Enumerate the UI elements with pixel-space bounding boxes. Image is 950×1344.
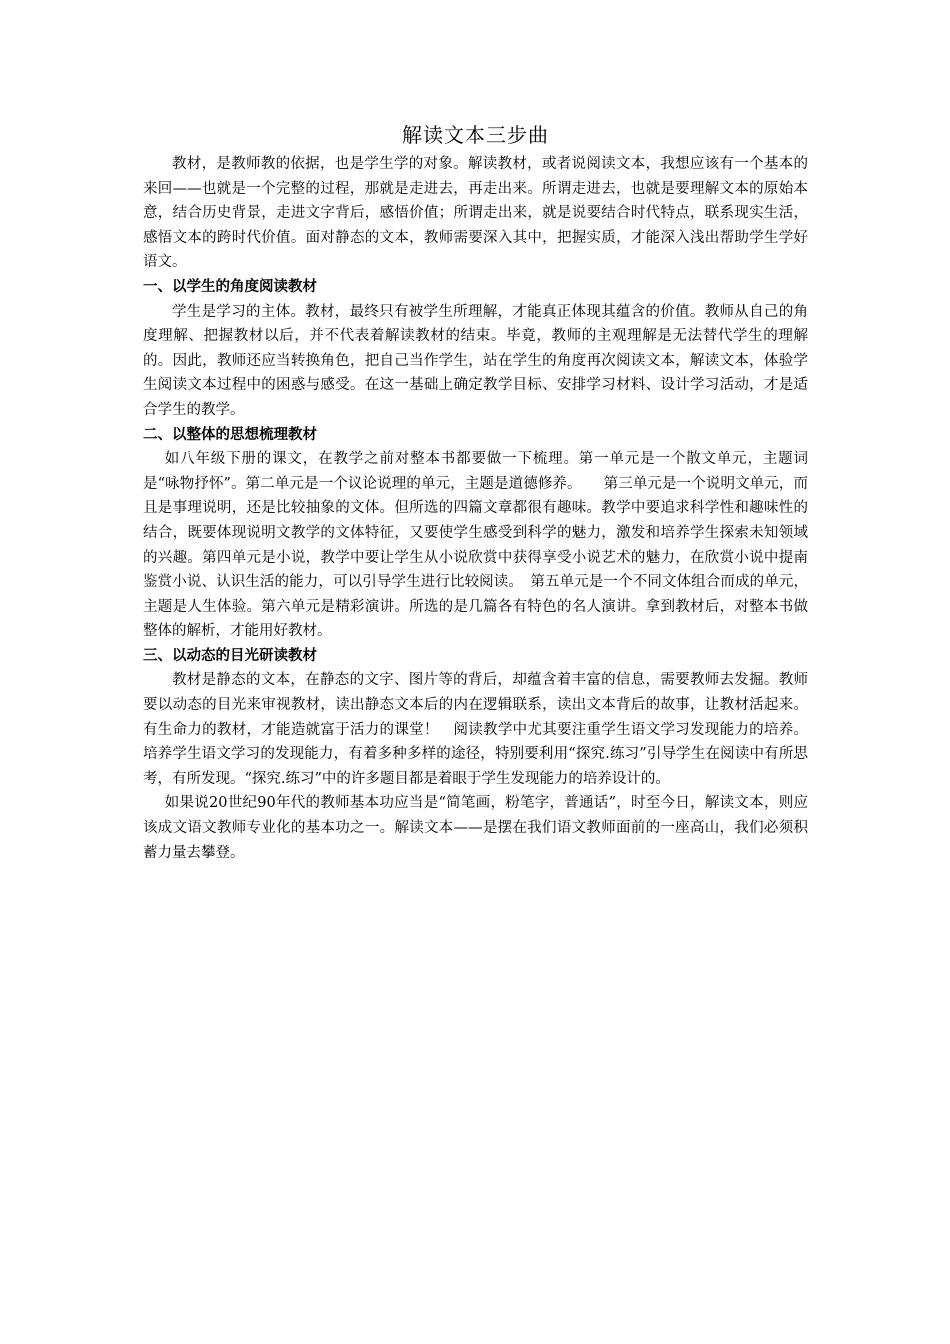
intro-paragraph: 教材，是教师教的依据，也是学生学的对象。解读教材，或者说阅读文本，我想应该有一个基本的来回——也就是一个完整的过程，那就是走进去，再走出来。所谓走进去，也就是要理解文本的原始本意，结合历史背景，走进文字背后，感悟价值；所谓走出来，就是说要结合时代特点，联系现实生活，感悟文本的跨时代价值。面对静态的文本，教师需要深入其中，把握实质，才能深入浅出帮助学生学好语文。 xyxy=(143,156,808,271)
section-2 xyxy=(143,423,808,644)
conclusion-paragraph: 如果说20世纪90年代的教师基本功应当是“简笔画，粉笔字，普通话”，时至今日，解读文本，则应该成文语文教师专业化的基本功之一。解读文本——是摆在我们语文教师面前的一座高山，我们必须积蓄力量去攀登。 xyxy=(143,795,808,861)
section-1 xyxy=(143,275,808,423)
document-title: 解读文本三步曲 xyxy=(402,123,549,147)
section-heading: 二、以整体的思想梳理教材 xyxy=(143,426,317,443)
document-page xyxy=(143,120,808,865)
section-body: 学生是学习的主体。教材，最终只有被学生所理解，才能真正体现其蕴含的价值。教师从自己的角度理解、把握教材以后，并不代表着解读教材的结束。毕竟，教师的主观理解是无法替代学生的理解的。因此，教师还应当转换角色，把自己当作学生，站在学生的角度再次阅读文本，解读文本，体验学生阅读文本过程中的困惑与感受。在这一基础上确定教学目标、安排学习材料、设计学习活动，才是适合学生的教学。 xyxy=(143,303,808,418)
section-heading: 三、以动态的目光研读教材 xyxy=(143,647,317,664)
section-3 xyxy=(143,644,808,792)
section-body: 如八年级下册的课文，在教学之前对整本书都要做一下梳理。第一单元是一个散文单元，主题词是“咏物抒怀”。第二单元是一个议论说理的单元，主题是道德修养。 第三单元是一个说明文单元，而且是事理说明，还是比较抽象的文体。但所选的四篇文章都很有趣味。教学中要追求科学性和趣味性的结合，既要体现说明文教学的文体特征，又要使学生感受到科学的魅力，激发和培养学生探索未知领域的兴趣。第四单元是小说，教学中要让学生从小说欣赏中获得享受小说艺术的魅力，在欣赏小说中提南鉴赏小说、认识生活的能力，可以引导学生进行比较阅读。 第五单元是一个不同文体组合而成的单元，主题是人生体验。第六单元是精彩演讲。所选的是几篇各有特色的名人演讲。拿到教材后，对整本书做整体的解析，才能用好教材。 xyxy=(143,451,808,640)
section-heading: 一、以学生的角度阅读教材 xyxy=(143,278,317,295)
section-body: 教材是静态的文本，在静态的文字、图片等的背后，却蕴含着丰富的信息，需要教师去发掘。教师要以动态的目光来审视教材，读出静态文本后的内在逻辑联系，读出文本背后的故事，让教材活起来。有生命力的教材，才能造就富于活力的课堂！ 阅读教学中尤其要注重学生语文学习发现能力的培养。培养学生语文学习的发现能力，有着多种多样的途径，特别要利用“探究.练习”引导学生在阅读中有所思考，有所发现。“探究.练习”中的许多题目都是着眼于学生发现能力的培养设计的。 xyxy=(143,672,808,787)
